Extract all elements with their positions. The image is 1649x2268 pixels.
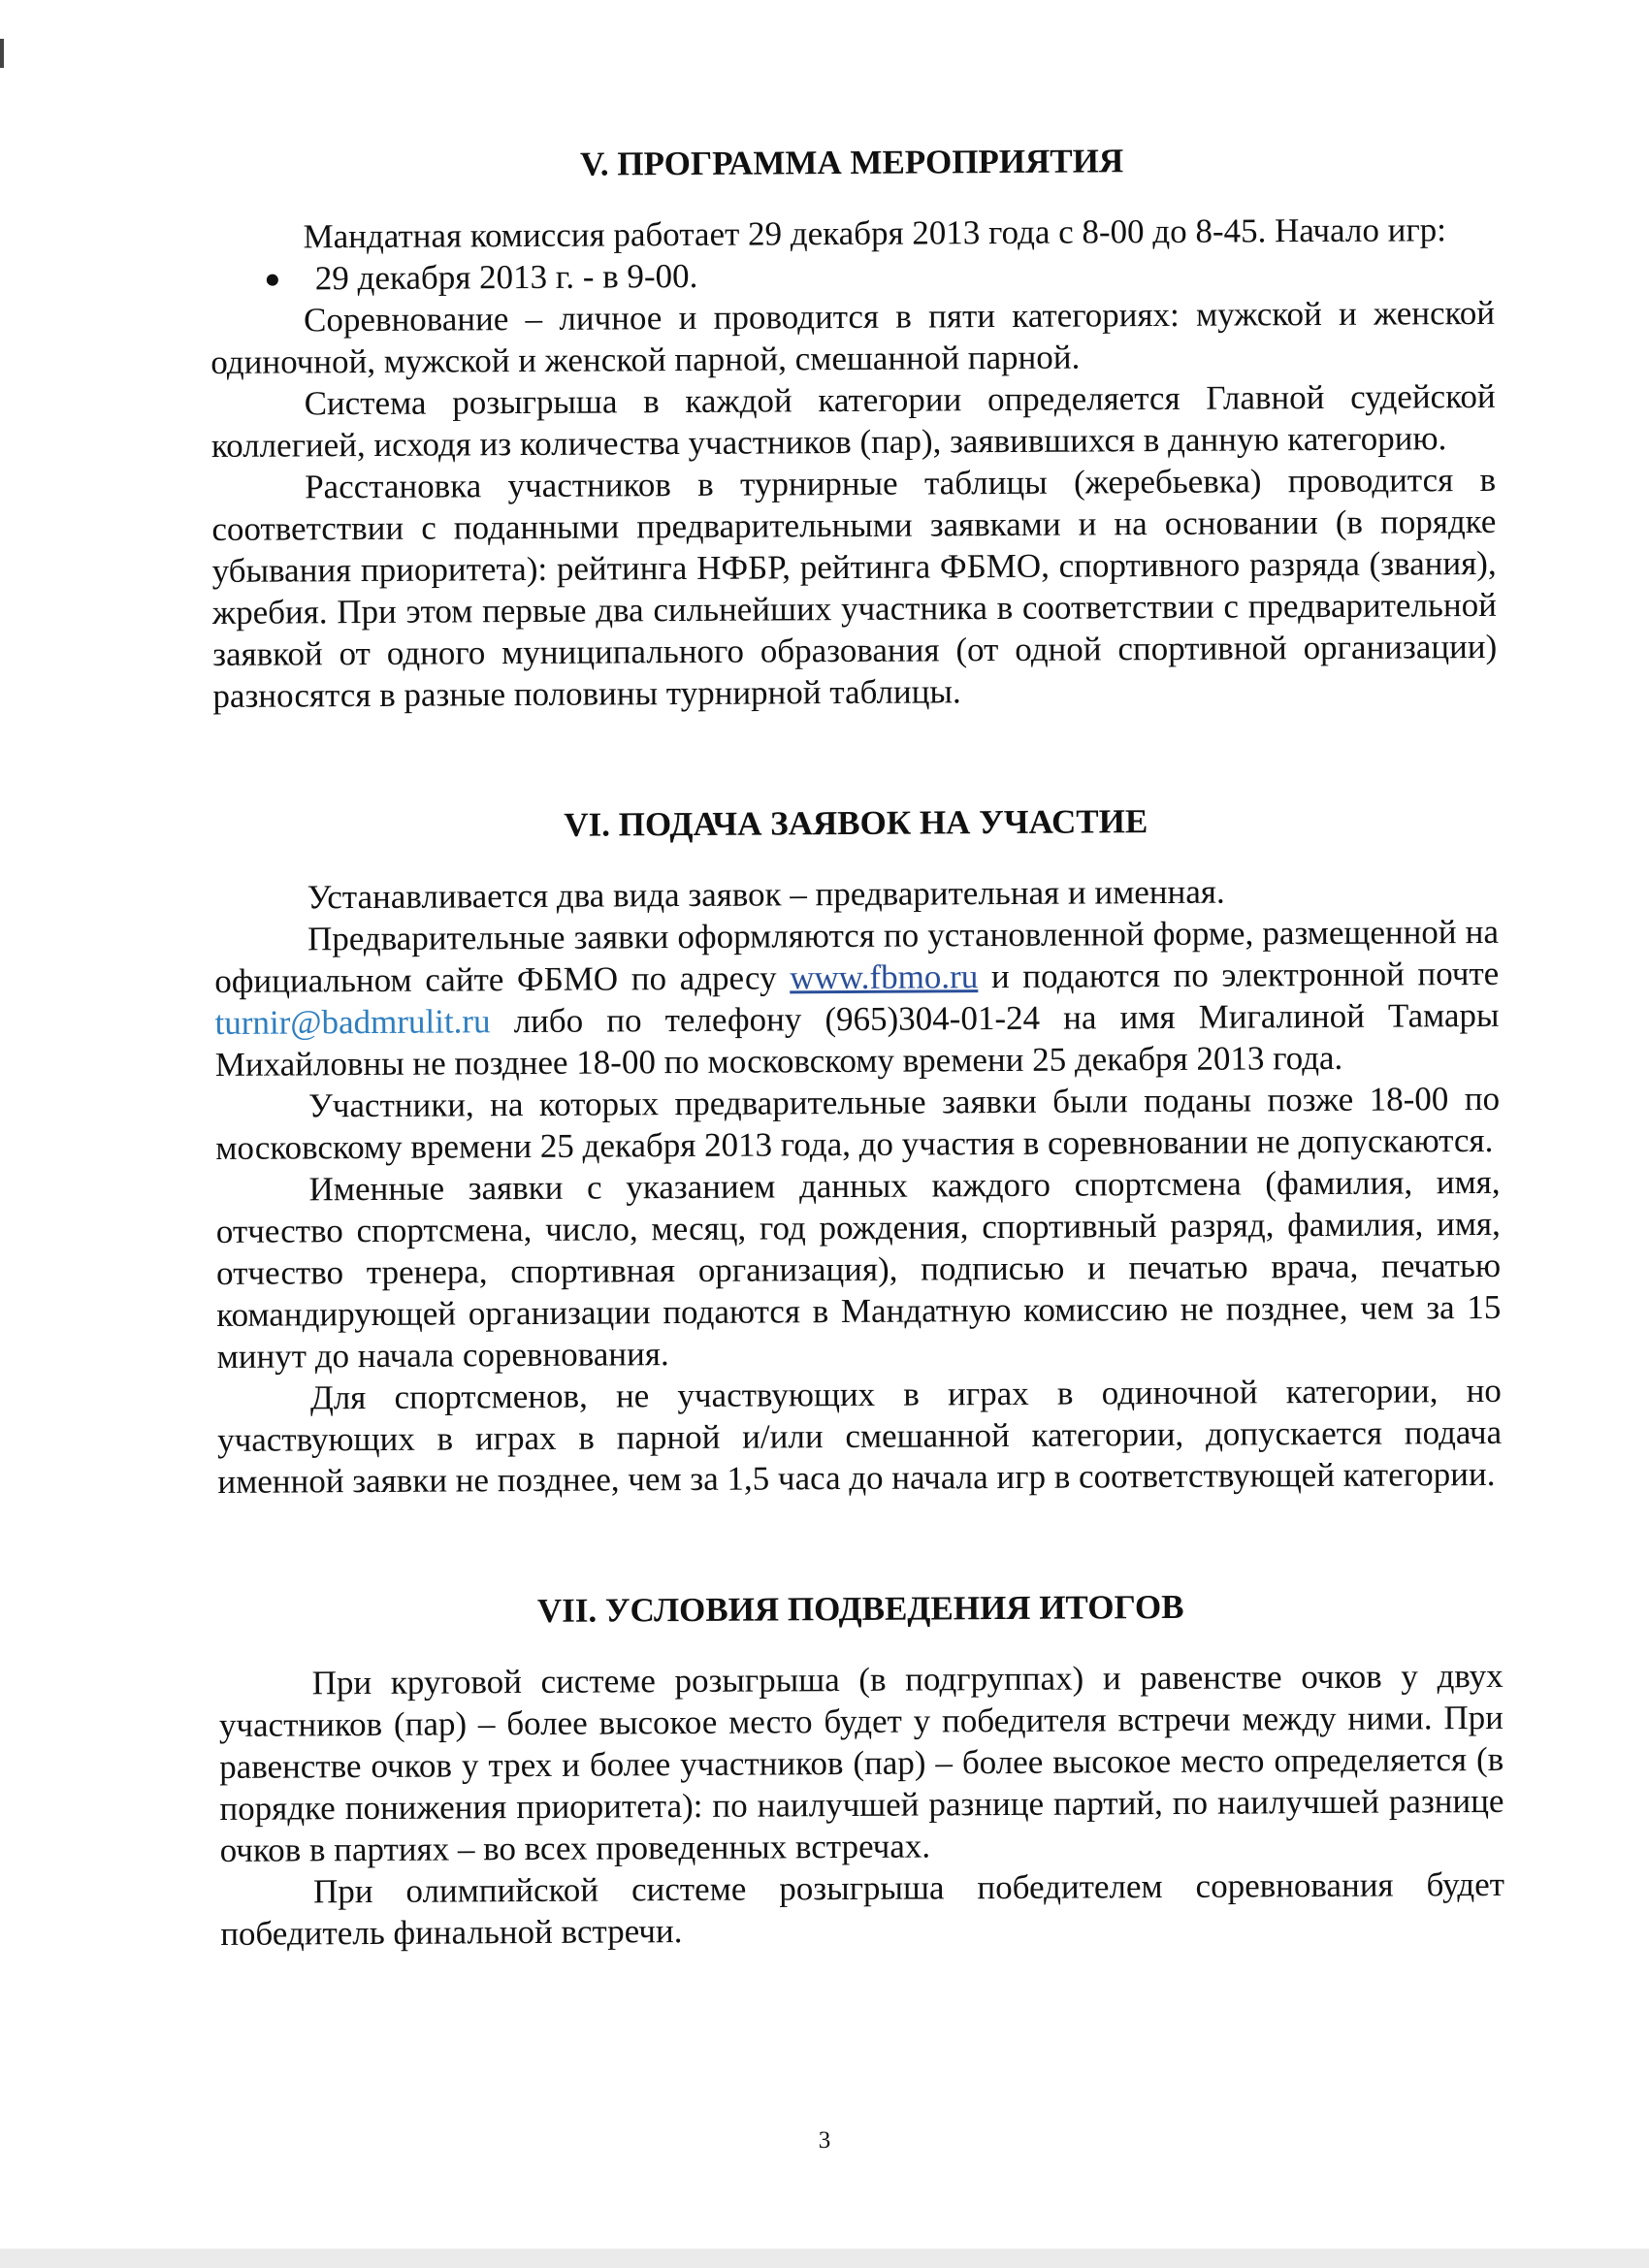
section-7-paragraph-2: При олимпийской системе розыгрыша победителем соревнования будет победитель финальной встречи.	[220, 1864, 1505, 1953]
section-6-paragraph-5: Для спортсменов, не участвующих в играх в одиночной категории, но участвующих в играх в парной и/или смешанной категории, допускается подача именной заявки не позднее, чем за 1,5 часа до начала игр в соответствующей категории.	[217, 1371, 1503, 1501]
section-5-paragraph-3: Система розыгрыша в каждой категории определяется Главной судейской коллегией, исходя из количества участников (пар), заявившихся в данную категорию.	[210, 376, 1496, 465]
section-7-title: VII. УСЛОВИЯ ПОДВЕДЕНИЯ ИТОГОВ	[536, 1587, 1184, 1630]
section-6-paragraph-4: Именные заявки с указанием данных каждого спортсмена (фамилия, имя, отчество спортсмена, число, месяц, год рождения, спортивный разряд, фамилия, имя, отчество тренера, спортивная организация), подписью и печатью врача, печатью командирующей организации подаются в Мандатную комиссию не позднее, чем за 15 минут до начала соревнования.	[215, 1162, 1502, 1376]
email-link[interactable]: turnir@badmrulit.ru	[214, 1002, 491, 1042]
section-6-paragraph-2	[214, 911, 1500, 1085]
section-6-paragraph-2-text-a: Предварительные заявки оформляются по установленной форме, размещенной на официальном сайте ФБМО по адресу	[214, 912, 1500, 1000]
section-6-paragraph-1: Устанавливается два вида заявок – предварительная и именная.	[307, 872, 1225, 917]
schedule-bullet-text: 29 декабря 2013 г. - в 9-00.	[314, 256, 698, 298]
bullet-dot-icon	[267, 275, 278, 286]
section-7-paragraph-1: При круговой системе розыгрыша (в подгруппах) и равенстве очков у двух участников (пар) – более высокое место будет у победителя встречи между ними. При равенстве очков у трех и более участников (пар) – более высокое место определяется (в порядке понижения приоритета): по наилучшей разнице партий, по наилучшей разнице очков в партиях – во всех проведенных встречах.	[218, 1656, 1504, 1869]
schedule-bullet-item	[210, 250, 1495, 300]
section-5-paragraph-4: Расстановка участников в турнирные таблицы (жеребьевка) проводится в соответствии с поданными предварительными заявками и на основании (в порядке убывания приоритета): рейтинга НФБР, рейтинга ФБМО, спортивного разряда (звания), жребия. При этом первые два сильнейших участника в соответствии с предварительной заявкой от одного муниципального образования (от одной спортивной организации) разносятся в разные половины турнирной таблицы.	[211, 460, 1498, 715]
section-5-title: V. ПРОГРАММА МЕРОПРИЯТИЯ	[579, 142, 1124, 183]
section-6-paragraph-2-text-b: и подаются по электронной почте	[978, 954, 1500, 996]
section-6-paragraph-3: Участники, на которых предварительные заявки были поданы позже 18-00 по московскому времени 25 декабря 2013 года, до участия в соревновании не допускаются.	[215, 1079, 1501, 1167]
section-5-paragraph-1: Мандатная комиссия работает 29 декабря 2013 года с 8-00 до 8-45. Начало игр:	[303, 211, 1447, 256]
scan-bottom-edge	[0, 2249, 1649, 2268]
fbmo-site-link[interactable]: www.fbmo.ru	[790, 957, 979, 997]
section-5-paragraph-2: Соревнование – личное и проводится в пяти категориях: мужской и женской одиночной, мужской и женской парной, смешанной парной.	[210, 293, 1496, 381]
document-content	[210, 138, 1504, 1955]
page-number: 3	[818, 2127, 831, 2154]
section-6-title: VI. ПОДАЧА ЗАЯВОК НА УЧАСТИЕ	[564, 802, 1148, 844]
scan-mark	[0, 39, 4, 68]
section-6-paragraph-2-text-c: либо по телефону (965)304-01-24 на имя Мигалиной Тамары Михайловны не позднее 18-00 по московскому времени 25 декабря 2013 года.	[214, 995, 1500, 1084]
